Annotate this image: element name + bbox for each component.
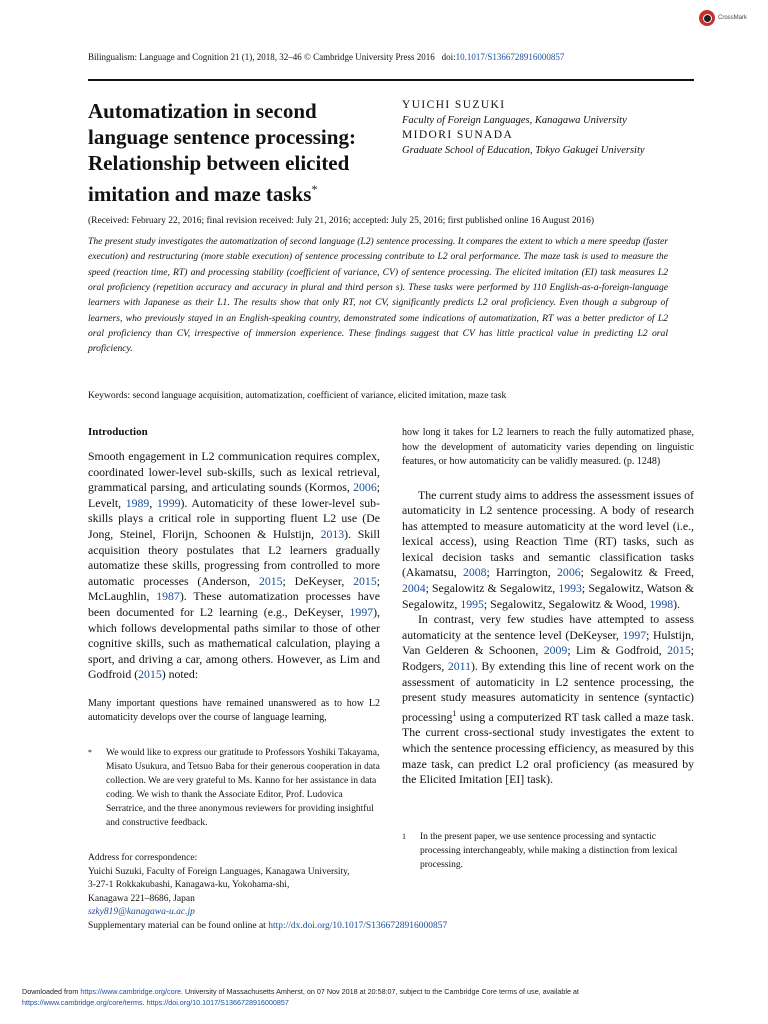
author-name: YUICHI SUZUKI [402,99,506,111]
citation-link[interactable]: 2011 [447,659,471,674]
citation-link[interactable]: 1997 [622,627,647,642]
doi-prefix: doi: [441,52,456,62]
citation-link[interactable]: 1987 [156,589,180,604]
keywords: Keywords: second language acquisition, automatization, coefficient of variance, elicited imitation, maze task [88,390,507,401]
address-line: Kanagawa 221–8686, Japan [88,893,195,904]
crossmark-badge[interactable] [699,10,747,26]
block-quote-continued: how long it takes for L2 learners to reach the fully automatized phase, how the development of automaticity varies depending on linguistic features, or how automaticity can be validly measured. (p. 1248) [402,427,694,467]
footer-separator: . [142,998,147,1007]
author-name: MIDORI SUNADA [402,129,514,141]
supplementary-line [88,920,508,934]
citation-link[interactable]: 2006 [557,565,581,580]
block-quote: Many important questions have remained unanswered as to how L2 automaticity develops over the course of language learning, [88,697,380,724]
footnote-text: We would like to express our gratitude to Professors Yoshiki Takayama, Misato Usukura, and Tetsuo Baba for their generous cooperation in data collection. We are very grateful to Ms. Kanno for her assistance in data coding. We wish to thank the Associate Editor, Prof. Ludovica Serratrice, and the three anonymous reviewers for providing insightful and constructive feedback. [106,747,380,828]
supplementary-link[interactable]: http://dx.doi.org/10.1017/S1366728916000857 [268,920,448,931]
citation-link[interactable]: 2015 [138,667,162,682]
title-footnote-mark[interactable]: * [311,182,318,196]
citation-link[interactable]: 2004 [402,581,426,596]
citation-link[interactable]: 1999 [156,495,181,510]
citation-link[interactable]: 2015 [667,643,691,658]
citation-link[interactable]: 2006 [353,480,377,495]
citation-link[interactable]: 2013 [320,526,345,541]
paper-title [88,98,384,207]
crossmark-label: CrossMark [718,15,748,21]
citation-link[interactable]: 2008 [462,565,487,580]
download-footer [22,986,742,1008]
citation-text: Bilingualism: Language and Cognition 21 (1), 2018, 32–46 © Cambridge University Press 2016 [88,52,435,62]
address-line: Yuichi Suzuki, Faculty of Foreign Languages, Kanagawa University, [88,866,350,877]
left-column [88,426,380,830]
address-label: Address for correspondence: [88,853,198,863]
right-column [402,426,694,872]
abstract: The present study investigates the automatization of second language (L2) sentence processing. It compares the extent to which a mere speedup (faster execution) and restructuring (more stable execution) of sentence processing contribute to L2 oral performance. The maze task is used to measure the speed (reaction time, RT) and processing stability (coefficient of variance, CV) of sentence processing. The elicited imitation (EI) task measures L2 oral proficiency (repetition accuracy and accuracy in plural and third person s). These tasks were performed by 110 English-as-a-foreign-language learners with Japanese as their L1. The results show that only RT, not CV, significantly predicts L2 oral proficiency. Even though a subgroup of learners, who previously stayed in an English-speaking country, demonstrated some indications of automatization, RT was a better predictor of L2 oral proficiency than CV, irrespective of immersion experience. These findings suggest that CV has little practical value in predicting L2 oral proficiency. [88,236,668,355]
email-link[interactable]: szky819@kanagawa-u.ac.jp [88,907,195,918]
crossmark-icon [699,10,715,26]
footnote-text: In the present paper, we use sentence processing and syntactic processing interchangeably, while making a distinction from lexical processing. [420,831,678,870]
title-line: Relationship between elicited [88,151,350,175]
cambridge-core-link[interactable]: https://www.cambridge.org/core [80,987,182,996]
title-line: Automatization in second [88,99,317,123]
citation-link[interactable]: 2009 [543,643,568,658]
section-heading: Introduction [88,426,148,438]
title-line: language sentence processing: [88,125,356,149]
author-affiliation: Graduate School of Education, Tokyo Gakugei University [402,145,645,156]
author-affiliation: Faculty of Foreign Languages, Kanagawa University [402,115,627,126]
received-dates: (Received: February 22, 2016; final revision received: July 21, 2016; accepted: July 25, 2016; first published online 16 August 2016) [88,216,595,226]
footer-doi-link[interactable]: https://doi.org/10.1017/S1366728916000857 [146,998,289,1007]
citation-link[interactable]: 1989 [125,495,150,510]
citation-link[interactable]: 1995 [460,596,484,611]
footnote-mark: 1 [402,831,406,841]
citation-link[interactable]: 1993 [558,581,582,596]
supplementary-prefix: Supplementary material can be found online at [88,920,269,931]
citation-link[interactable]: 1998 [649,596,674,611]
footnote-mark: * [88,747,92,757]
citation-link[interactable]: 2015 [258,573,283,588]
footnote-ref[interactable]: 1 [452,708,457,718]
header-rule [88,79,694,81]
body-paragraph: Smooth engagement in L2 communication requires complex, coordinated lower-level sub-skills, such as lexical retrieval, grammatical parsing, and articulating sounds (Kormos, 2006; Levelt, 1989, 1999). Automaticity of these lower-level sub-skills plays a critical role in supporting fluent L2 use (De Jong, Steinel, Florijn, Schoonen & Hulstijn, 2013). Skill acquisition theory postulates that L2 learners gradually automatize these skills, progressing from controlled to more automatic processes (Anderson, 2015; DeKeyser, 2015; McLaughlin, 1987). These automatization processes have been documented for L2 learning (e.g., DeKeyser, 1997), which follows developmental paths similar to those of other cognitive skills, such as mathematical calculation, playing a sport, and driving a car, among others. However, as Lim and Godfroid (2015) noted: [88,449,380,682]
body-paragraph: In contrast, very few studies have attempted to assess automaticity at the sentence level (DeKeyser, 1997; Hulstijn, Van Gelderen & Schoonen, 2009; Lim & Godfroid, 2015; Rodgers, 2011). By extending this line of recent work on the assessment of automaticity in L2 sentence processing, the present study measures automaticity in sentence (syntactic) processing$^1$ using a computerized RT task called a maze task. The current cross-sectional study investigates the extent to which the sentence processing efficiency, as measured by this maze task, can predict L2 oral proficiency (as measured by the Elicited Imitation [EI] task). [402,612,694,787]
terms-link[interactable]: https://www.cambridge.org/core/terms [22,998,143,1007]
address-line: 3-27-1 Rokkakubashi, Kanagawa-ku, Yokohama-shi, [88,880,290,891]
footer-middle: . University of Massachusetts Amherst, on 07 Nov 2018 at 20:58:07, subject to the Cambridge Core terms of use, available at [181,987,579,996]
citation-link[interactable]: 2015 [353,573,377,588]
footer-prefix: Downloaded from [22,987,81,996]
correspondence-address [88,852,508,934]
citation-link[interactable]: 1997 [349,604,374,619]
journal-citation [88,52,564,62]
body-paragraph: The current study aims to address the assessment issues of automaticity in L2 sentence processing. A body of research has attempted to measure automaticity at the word level (i.e., lexical access), using Reaction Time (RT) tasks, such as lexical decision tasks and semantic classification tasks (Akamatsu, 2008; Harrington, 2006; Segalowitz & Freed, 2004; Segalowitz & Segalowitz, 1993; Segalowitz, Watson & Segalowitz, 1995; Segalowitz, Segalowitz & Wood, 1998). [402,487,694,611]
footnote-star [88,746,380,830]
title-line [88,176,384,207]
title-line-text: imitation and maze tasks [88,182,312,206]
doi-link[interactable]: 10.1017/S1366728916000857 [455,52,565,62]
